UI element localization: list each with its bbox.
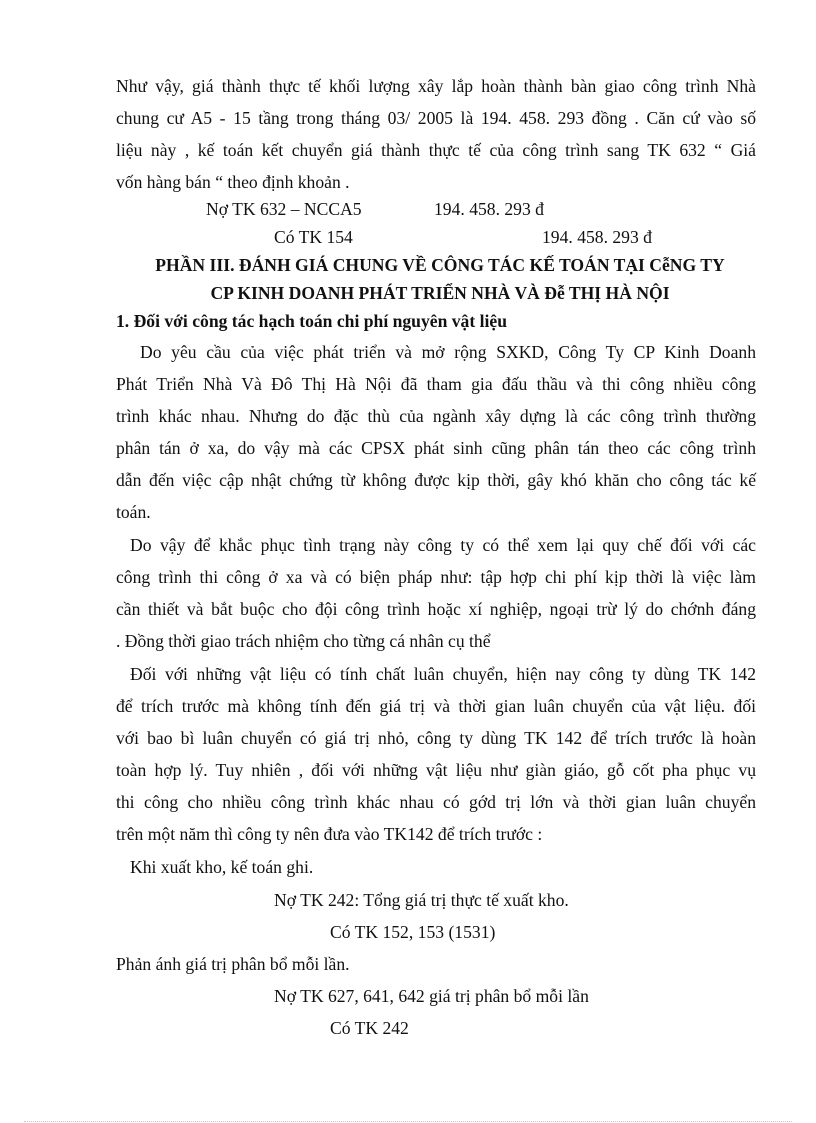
section-title-line-2: CP KINH DOANH PHÁT TRIỂN NHÀ VÀ Đễ THỊ HÀ NỘI [210,283,670,303]
p1-line-4: phân tán ở xa, do vậy mà các CPSX phát sinh cũng phân tán theo các công trình [116,438,756,458]
allocation-line: Phản ánh giá trị phân bổ mỗi lần. [116,954,350,974]
entry1-debit-amount: 194. 458. 293 đ [434,199,544,219]
entry1-credit-amount: 194. 458. 293 đ [542,227,652,247]
issue-line: Khi xuất kho, kế toán ghi. [130,857,314,877]
p3-line-2: để trích trước mà không tính đến giá trị và thời gian luân chuyển của vật liệu. đối [116,696,756,716]
p1-line-5: dẫn đến việc cập nhật chứng từ không được kịp thời, gây khó khăn cho công tác kế [116,470,756,490]
p3-line-4: toàn hợp lý. Tuy nhiên , đối với những vật liệu như giàn giáo, gỗ cốt pha phục vụ [116,760,756,780]
page-bottom-rule [24,1121,792,1122]
intro-line-1: Như vậy, giá thành thực tế khối lượng xây lắp hoàn thành bàn giao công trình Nhà [116,76,756,96]
entry1-debit-account: Nợ TK 632 – NCCA5 [206,199,362,219]
p2-line-2: công trình thi công ở xa và có biện pháp như: tập hợp chi phí kịp thời là việc làm [116,567,756,587]
p1-line-1: Do yêu cầu của việc phát triển và mở rộng SXKD, Công Ty CP Kinh Doanh [140,342,756,362]
section-title-line-1: PHẦN III. ĐÁNH GIÁ CHUNG VỀ CÔNG TÁC KẾ TOÁN TẠI CễNG TY [155,255,725,275]
p2-line-3: cần thiết và bắt buộc cho đội công trình hoặc xí nghiệp, ngoại trừ lý do chớnh đáng [116,599,756,619]
intro-line-3: liệu này , kế toán kết chuyển giá thành thực tế của công trình sang TK 632 “ Giá [116,140,756,160]
p1-line-3: trình khác nhau. Nhưng do đặc thù của ngành xây dựng là các công trình thường [116,406,756,426]
entry3-credit: Có TK 242 [330,1018,409,1038]
entry2-debit: Nợ TK 242: Tổng giá trị thực tế xuất kho. [274,890,569,910]
p1-line-2: Phát Triển Nhà Và Đô Thị Hà Nội đã tham gia đấu thầu và thi công nhiều công [116,374,756,394]
p2-line-4: . Đồng thời giao trách nhiệm cho từng cá nhân cụ thể [116,631,491,651]
intro-line-2: chung cư A5 - 15 tầng trong tháng 03/ 2005 là 194. 458. 293 đồng . Căn cứ vào số [116,108,756,128]
p3-line-6: trên một năm thì công ty nên đưa vào TK142 để trích trước : [116,824,543,844]
p3-line-5: thi công cho nhiều công trình khác nhau có gớd trị lớn và thời gian luân chuyển [116,792,756,812]
entry3-debit: Nợ TK 627, 641, 642 giá trị phân bổ mỗi lần [274,986,589,1006]
p3-line-3: với bao bì luân chuyển có giá trị nhỏ, công ty dùng TK 142 để trích trước là hoàn [116,728,756,748]
entry1-credit-account: Có TK 154 [274,227,353,247]
p3-line-1: Đối với những vật liệu có tính chất luân chuyển, hiện nay công ty dùng TK 142 [130,664,756,684]
subsection-title: 1. Đối với công tác hạch toán chi phí nguyên vật liệu [116,311,507,331]
p1-line-6: toán. [116,502,151,522]
intro-line-4: vốn hàng bán “ theo định khoản . [116,172,350,192]
entry2-credit: Có TK 152, 153 (1531) [330,922,496,942]
p2-line-1: Do vậy để khắc phục tình trạng này công ty có thể xem lại quy chế đối với các [130,535,756,555]
